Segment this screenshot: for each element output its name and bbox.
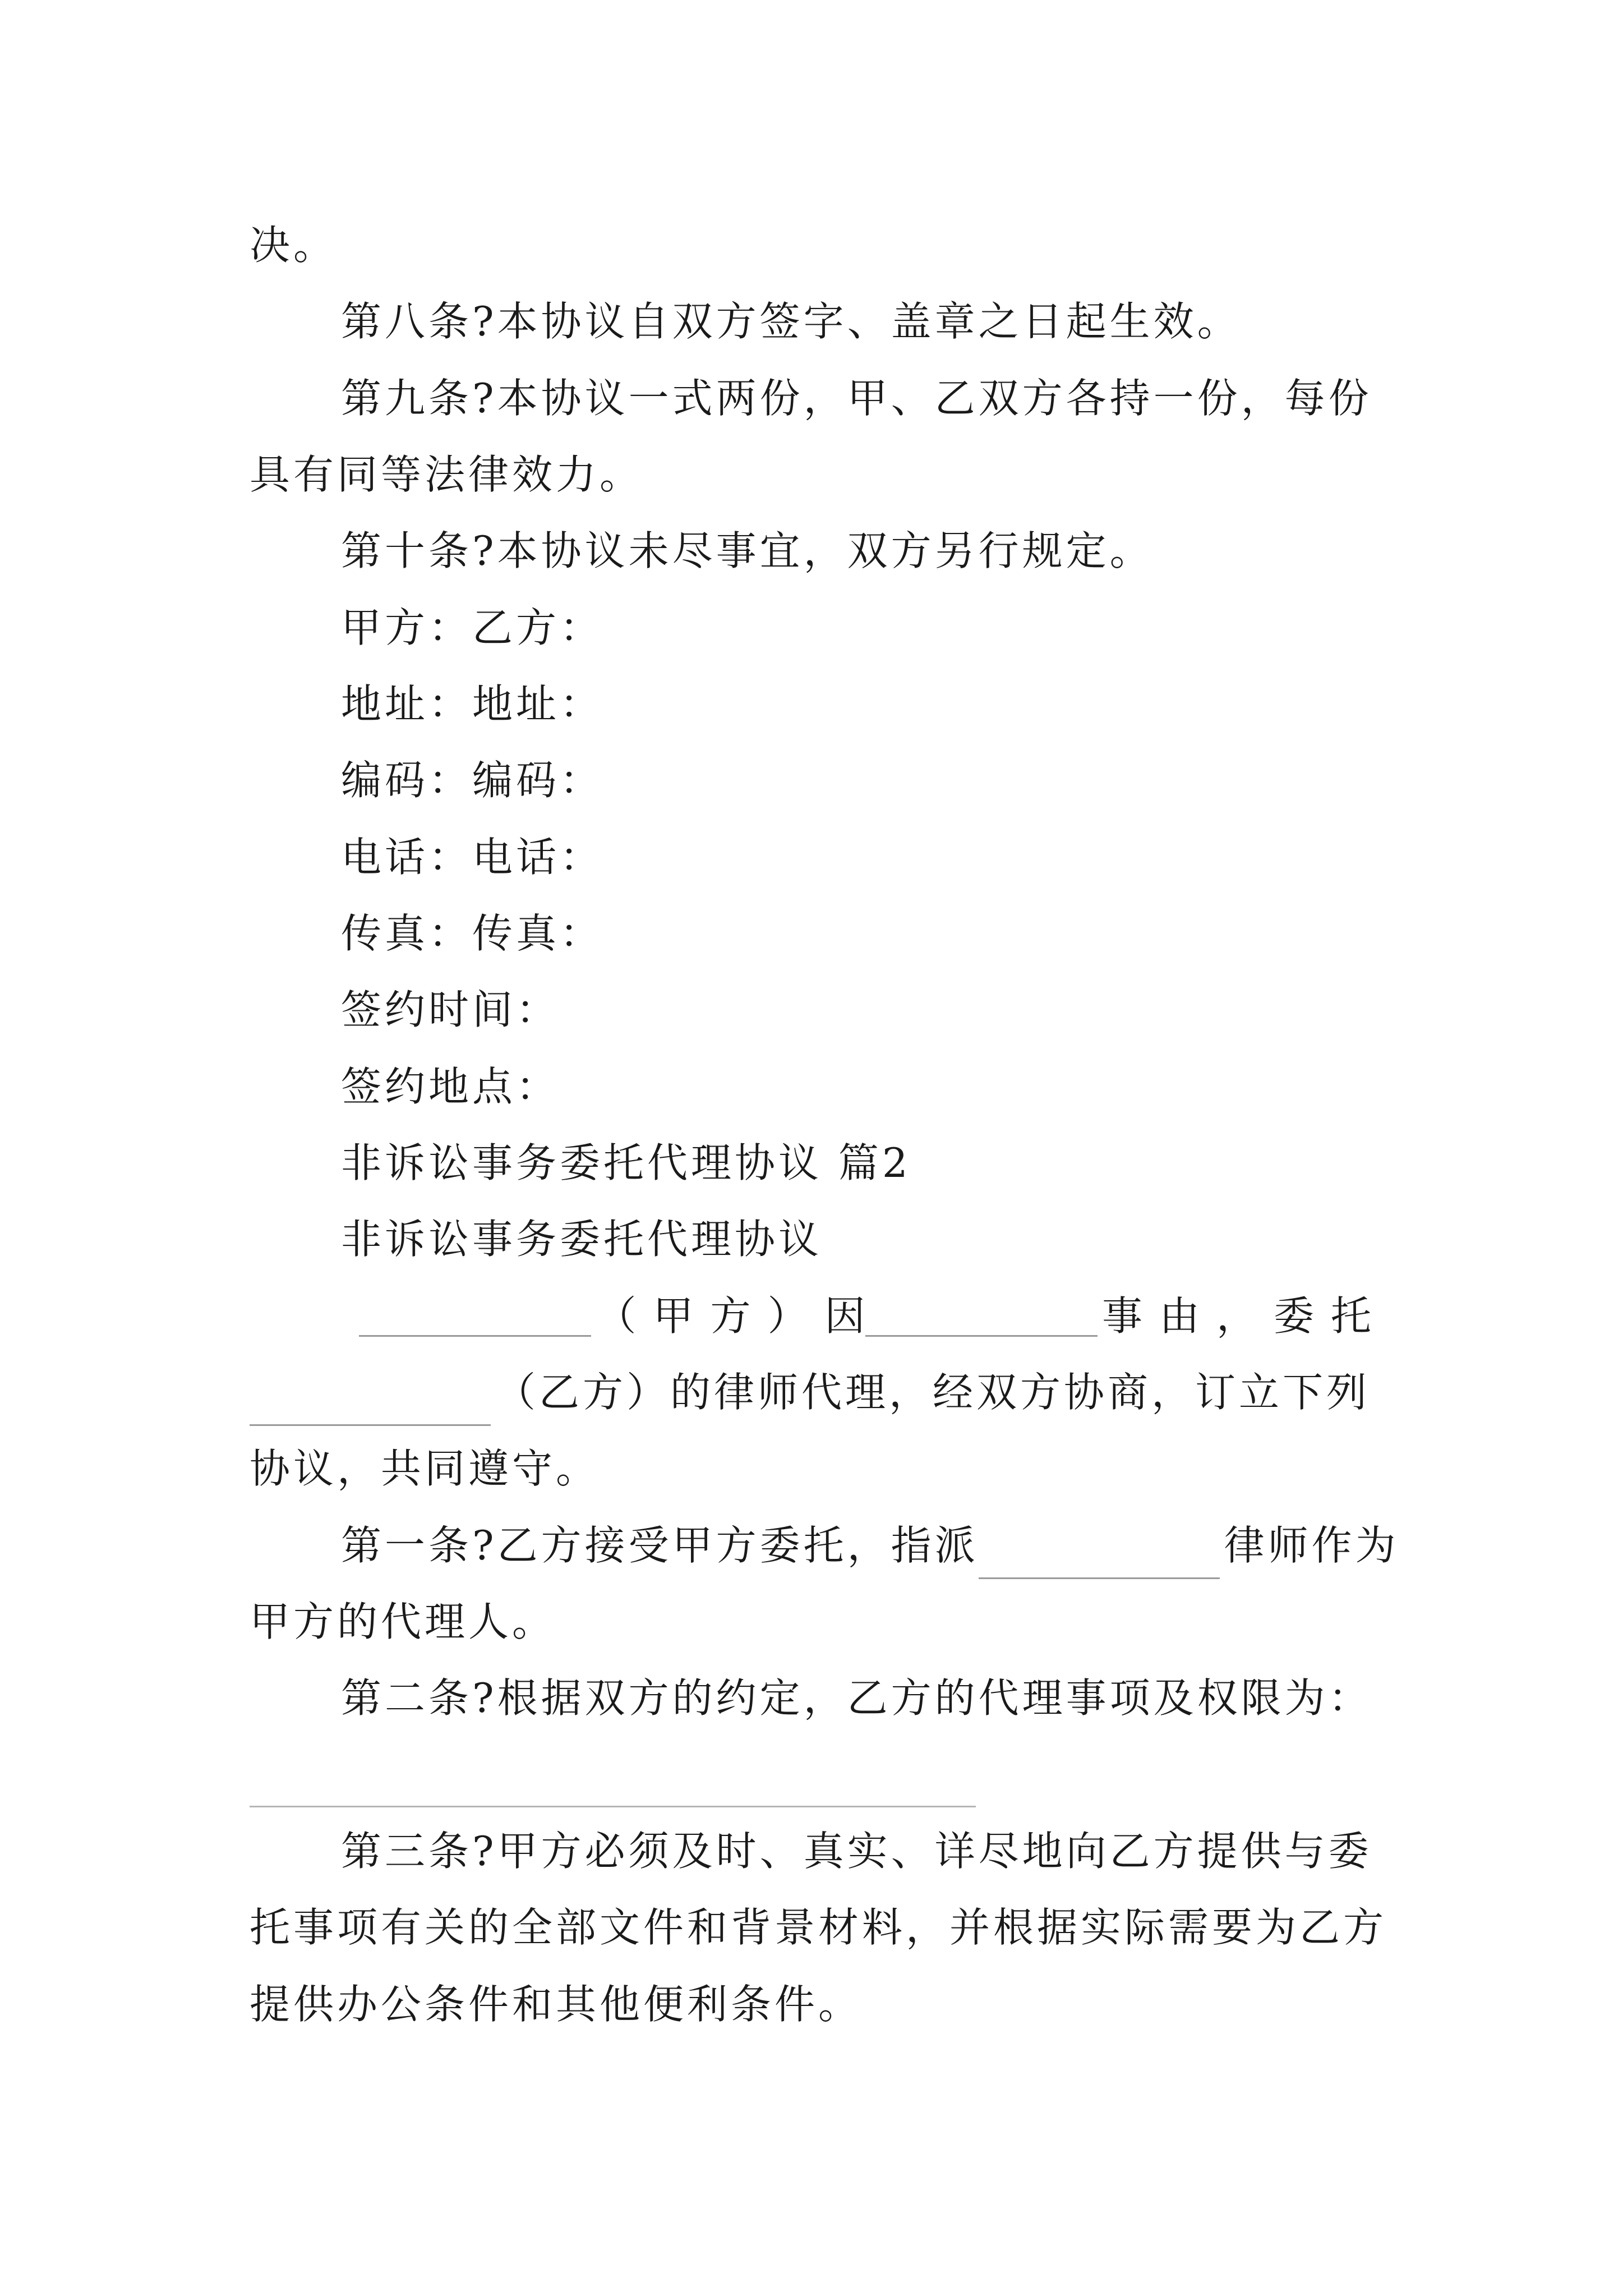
fax-line <box>341 900 1388 967</box>
line-text: 第一条?乙方接受甲方委托，指派 <box>341 1522 979 1569</box>
authority-fill-rule[interactable] <box>250 1806 976 1807</box>
line-text: 第八条?本协议自双方签字、盖章之日起生效。 <box>341 298 1241 345</box>
phone-line <box>341 823 1388 891</box>
party-line <box>341 594 1388 661</box>
reason-label: 因 <box>824 1292 865 1340</box>
line-text: 第三条?甲方必须及时、真实、详尽地向乙方提供与委 <box>341 1828 1372 1875</box>
line-text: 非诉讼事务委托代理协议 篇2 <box>341 1139 911 1186</box>
article-3-line-2 <box>250 1894 1388 1961</box>
article-3-line-1 <box>341 1818 1388 1885</box>
line-text: 非诉讼事务委托代理协议 <box>341 1216 823 1263</box>
text-line-continuation <box>250 211 1388 279</box>
party-b-blank[interactable] <box>250 1385 491 1426</box>
line-text: 编码：编码： <box>341 757 604 804</box>
line-text: 第九条?本协议一式两份，甲、乙双方各持一份，每份 <box>341 375 1372 422</box>
article-2-line <box>341 1664 1388 1732</box>
line-text: 第二条?根据双方的约定，乙方的代理事项及权限为： <box>341 1674 1372 1722</box>
line-text: 甲方：乙方： <box>341 604 604 651</box>
line-text: 托事项有关的全部文件和背景材料，并根据实际需要为乙方 <box>250 1904 1387 1951</box>
line-text: 地址：地址： <box>341 680 604 728</box>
line-text: 传真：传真： <box>341 910 604 957</box>
line-text: 签约时间： <box>341 986 560 1033</box>
line-text: （乙方）的律师代理，经双方协商，订立下列 <box>495 1369 1371 1416</box>
article-9-line-2 <box>250 441 1388 508</box>
line-text: 甲方的代理人。 <box>250 1598 556 1645</box>
signing-time-line <box>341 976 1388 1043</box>
article-8-line <box>341 288 1388 355</box>
matter-label: 事由， <box>1101 1292 1274 1340</box>
article-9-line-1 <box>341 365 1388 432</box>
agreement-title <box>341 1205 1388 1273</box>
postcode-line <box>341 747 1388 814</box>
line-text: 具有同等法律效力。 <box>250 451 644 498</box>
line-text: 签约地点： <box>341 1063 560 1110</box>
address-line <box>341 670 1388 738</box>
line-text: 第十条?本协议未尽事宜，双方另行规定。 <box>341 527 1154 574</box>
signing-place-line <box>341 1053 1388 1120</box>
preamble-line-2 <box>250 1359 1388 1426</box>
section-heading-2 <box>341 1129 1388 1197</box>
line-text: 电话：电话： <box>341 834 604 881</box>
party-a-blank[interactable] <box>359 1296 591 1337</box>
party-a-label: （甲方） <box>596 1292 825 1340</box>
preamble-line-3 <box>250 1435 1388 1502</box>
article-1-line-2 <box>250 1588 1388 1655</box>
entrust-label: 委托 <box>1273 1292 1388 1340</box>
preamble-line-1 <box>359 1282 1388 1350</box>
line-text: 律师作为 <box>1224 1522 1399 1569</box>
line-text: 协议，共同遵守。 <box>250 1445 600 1492</box>
line-text: 提供办公条件和其他便利条件。 <box>250 1981 863 2028</box>
article-3-line-3 <box>250 1971 1388 2038</box>
article-10-line <box>341 517 1388 585</box>
article-1-line-1 <box>341 1512 1399 1579</box>
matter-blank[interactable] <box>865 1296 1098 1337</box>
lawyer-blank[interactable] <box>979 1538 1220 1579</box>
line-text: 决。 <box>250 222 338 269</box>
